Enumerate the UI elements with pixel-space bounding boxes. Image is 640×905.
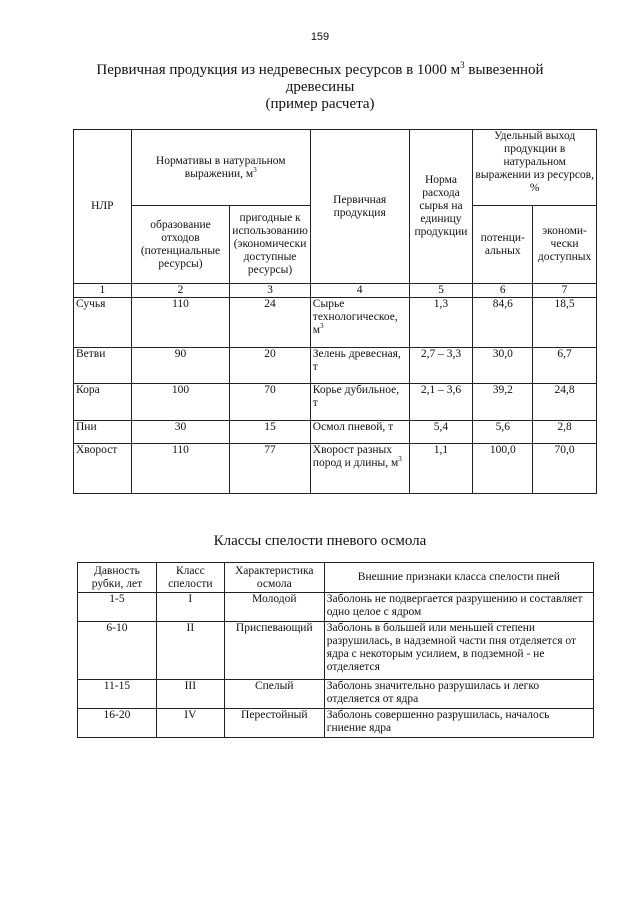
table-row — [74, 298, 597, 348]
table1-title-line2: древесины — [285, 79, 355, 95]
cell-product: Зелень древесная, т — [310, 348, 409, 384]
header-potential: потенци-альных — [473, 206, 533, 284]
header-cutting-age: Давность рубки, лет — [78, 563, 157, 593]
cell-class: II — [156, 622, 224, 680]
cell-characteristic: Спелый — [224, 680, 324, 709]
ripeness-table — [77, 562, 594, 738]
header-characteristic: Характеристика осмола — [224, 563, 324, 593]
cell-norm: 1,1 — [409, 444, 473, 494]
header-product: Первичная продукция — [310, 130, 409, 284]
cell-usable: 24 — [230, 298, 311, 348]
column-number: 1 — [74, 284, 132, 298]
header-usable: пригодные к использованию (экономически доступные ресурсы) — [230, 206, 311, 284]
cell-nlr: Пни — [74, 421, 132, 444]
cell-economic: 6,7 — [533, 348, 597, 384]
cell-usable: 77 — [230, 444, 311, 494]
table-row — [78, 680, 594, 709]
table-row — [78, 622, 594, 680]
header-economic: экономи-чески доступных — [533, 206, 597, 284]
column-number-row — [74, 284, 597, 298]
cell-age: 1-5 — [78, 593, 157, 622]
cell-signs: Заболонь не подвергается разрушению и составляет одно целое с ядром — [324, 593, 593, 622]
cell-age: 6-10 — [78, 622, 157, 680]
cell-product: Корье дубильное, т — [310, 384, 409, 421]
column-number: 2 — [131, 284, 230, 298]
cell-norm: 2,1 – 3,6 — [409, 384, 473, 421]
table-row — [74, 444, 597, 494]
resources-table — [73, 129, 597, 494]
cell-characteristic: Перестойный — [224, 709, 324, 738]
cell-nlr: Сучья — [74, 298, 132, 348]
cell-economic: 70,0 — [533, 444, 597, 494]
table-row — [78, 593, 594, 622]
table-row — [74, 348, 597, 384]
cell-norm: 1,3 — [409, 298, 473, 348]
cell-economic: 24,8 — [533, 384, 597, 421]
cell-class: IV — [156, 709, 224, 738]
cell-product: Хворост разных пород и длины, $м^3$ — [310, 444, 409, 494]
header-signs: Внешние признаки класса спелости пней — [324, 563, 593, 593]
cell-waste: 100 — [131, 384, 230, 421]
table1-title — [0, 62, 640, 113]
cell-potential: 5,6 — [473, 421, 533, 444]
table2-title: Классы спелости пневого осмола — [213, 533, 427, 549]
column-number: 5 — [409, 284, 473, 298]
cell-nlr: Хворост — [74, 444, 132, 494]
page-number: 159 — [310, 31, 330, 43]
table-row — [78, 709, 594, 738]
header-norms: Нормативы в натуральном выражении, $м^3$ — [131, 130, 310, 206]
column-number: 4 — [310, 284, 409, 298]
cell-nlr: Кора — [74, 384, 132, 421]
table1-title-line3: (пример расчета) — [265, 96, 375, 112]
cell-potential: 84,6 — [473, 298, 533, 348]
header-row — [78, 563, 594, 593]
header-waste: образование отходов (потенциальные ресурсы) — [131, 206, 230, 284]
cell-norm: 5,4 — [409, 421, 473, 444]
header-yield: Удельный выход продукции в натуральном выражении из ресурсов, % — [473, 130, 597, 206]
cell-signs: Заболонь совершенно разрушилась, началось гниение ядра — [324, 709, 593, 738]
cell-age: 11-15 — [78, 680, 157, 709]
cell-waste: 110 — [131, 444, 230, 494]
cell-characteristic: Молодой — [224, 593, 324, 622]
cell-economic: 2,8 — [533, 421, 597, 444]
cell-potential: 30,0 — [473, 348, 533, 384]
table1-title-line1: Первичная продукция из недревесных ресурсов в 1000 $м^3$ вывезенной — [96, 60, 544, 78]
cell-product: Осмол пневой, т — [310, 421, 409, 444]
table-row — [74, 384, 597, 421]
cell-age: 16-20 — [78, 709, 157, 738]
cell-signs: Заболонь значительно разрушилась и легко отделяется от ядра — [324, 680, 593, 709]
cell-characteristic: Приспевающий — [224, 622, 324, 680]
cell-class: III — [156, 680, 224, 709]
cell-usable: 70 — [230, 384, 311, 421]
cell-waste: 30 — [131, 421, 230, 444]
cell-class: I — [156, 593, 224, 622]
cell-potential: 39,2 — [473, 384, 533, 421]
cell-potential: 100,0 — [473, 444, 533, 494]
header-class: Класс спелости — [156, 563, 224, 593]
cell-norm: 2,7 – 3,3 — [409, 348, 473, 384]
column-number: 3 — [230, 284, 311, 298]
cell-usable: 20 — [230, 348, 311, 384]
column-number: 7 — [533, 284, 597, 298]
header-nlr: НЛР — [74, 130, 132, 284]
cell-waste: 110 — [131, 298, 230, 348]
cell-economic: 18,5 — [533, 298, 597, 348]
header-norm: Норма расхода сырья на единицу продукции — [409, 130, 473, 284]
column-number: 6 — [473, 284, 533, 298]
cell-product: Сырье технологическое, $м^3$ — [310, 298, 409, 348]
table-row — [74, 421, 597, 444]
cell-usable: 15 — [230, 421, 311, 444]
cell-nlr: Ветви — [74, 348, 132, 384]
cell-signs: Заболонь в большей или меньшей степени разрушилась, в надземной части пня отделяется от ядра с некоторым усилием, в подземной - не отделяется — [324, 622, 593, 680]
cell-waste: 90 — [131, 348, 230, 384]
